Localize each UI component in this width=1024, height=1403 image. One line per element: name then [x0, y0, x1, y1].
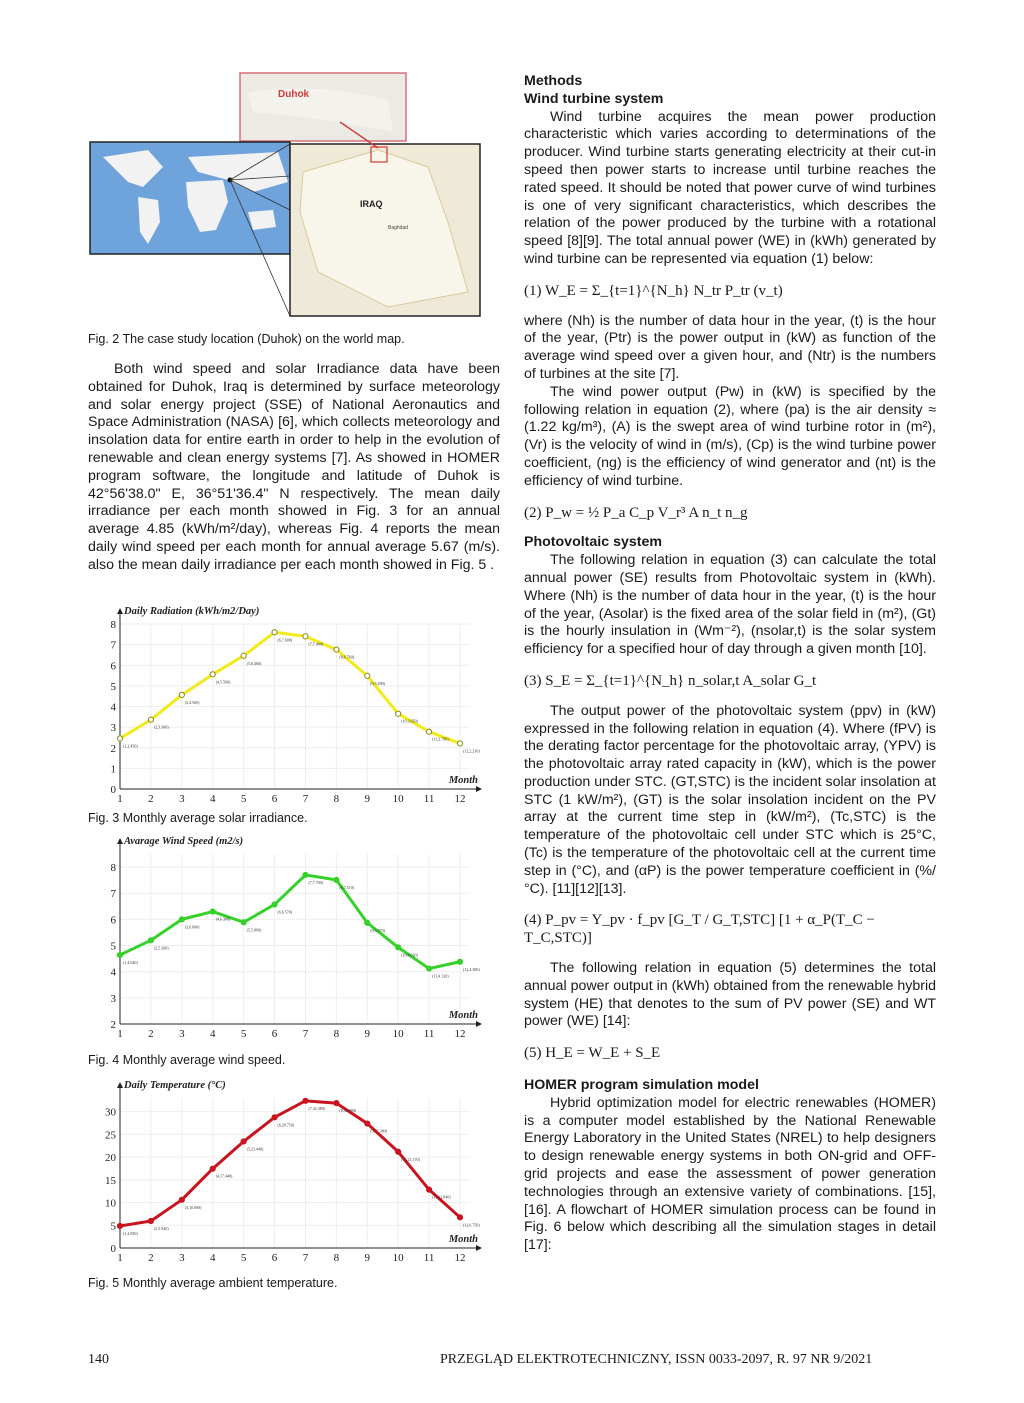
equation-2	[524, 505, 936, 523]
data-point	[117, 736, 122, 741]
data-point	[117, 1223, 122, 1228]
chart-solar-irradiance	[88, 602, 488, 807]
data-label: (1,4.850)	[123, 1230, 138, 1236]
x-tick-label: 9	[364, 793, 371, 805]
map-figure	[88, 72, 498, 317]
data-point	[241, 920, 246, 925]
data-point	[210, 909, 215, 914]
y-axis-arrow	[117, 838, 123, 844]
city-label: Baghdad	[388, 225, 409, 231]
wind-paragraph-3: The wind power output (Pw) in (kW) is specified by the following relation in equation (2), where (pa) is the air density ≈ (1.22 kg/m³), (A) is the swept area of wind turbine rotor in (m²), (Vr) is the velocity of wind in (m/s), (Cp) is the wind turbine power coefficient, (ng) is the efficiency of wind generator and (nt) is the efficiency of wind turbine.	[524, 383, 936, 489]
heading-homer: HOMER program simulation model	[524, 1077, 759, 1094]
data-point	[303, 872, 308, 877]
data-label: (2,3.360)	[153, 724, 169, 730]
data-point	[210, 1166, 215, 1171]
x-tick-label: 5	[240, 1252, 247, 1264]
equation-5-text: (5) H_E = W_E + S_E	[524, 1045, 661, 1062]
data-label: (6,28.750)	[277, 1122, 295, 1128]
data-point	[334, 1100, 339, 1105]
x-axis-label: Month	[448, 1010, 478, 1021]
x-tick-label: 8	[333, 793, 340, 805]
data-label: (10,3.650)	[401, 718, 418, 724]
fig3-caption: Fig. 3 Monthly average solar irradiance.	[88, 811, 308, 825]
data-label: (8,7.510)	[339, 884, 355, 890]
x-tick-label: 2	[148, 1252, 154, 1264]
equation-2-text: (2) P_w = ½ P_a C_p V_r³ A n_t n_g	[524, 504, 748, 521]
equation-5	[524, 1045, 936, 1063]
wind-paragraph-2: where (Nh) is the number of data hour in the year, (t) is the hour of the year, (Ptr) is the power output in (kW) as function of the average wind speed over a given hour, and (Ntr) is the numbers of turbines at the site [7].	[524, 312, 936, 382]
y-tick-label: 15	[105, 1174, 116, 1187]
y-tick-label: 5	[110, 1220, 116, 1233]
data-label: (6,7.600)	[277, 637, 293, 643]
y-tick-label: 4	[110, 966, 116, 979]
data-point	[272, 1115, 277, 1120]
data-label: (5,5.890)	[246, 927, 262, 933]
x-tick-label: 6	[271, 1028, 278, 1040]
data-point	[426, 729, 431, 734]
data-point	[179, 692, 184, 697]
inset-label: Duhok	[278, 89, 310, 100]
chart-wind-speed	[88, 832, 488, 1042]
data-point	[457, 741, 462, 746]
data-label: (5,23.440)	[246, 1146, 264, 1152]
equation-3-text: (3) S_E = Σ_{t=1}^{N_h} n_solar,t A_solar G_t	[524, 672, 817, 689]
data-point	[303, 1098, 308, 1103]
y-tick-label: 10	[105, 1197, 116, 1210]
y-tick-label: 3	[110, 992, 116, 1005]
x-tick-label: 1	[117, 1028, 123, 1040]
equation-1	[524, 283, 936, 301]
x-tick-label: 1	[117, 1252, 123, 1264]
data-label: (1,2.450)	[123, 743, 138, 749]
data-label: (7,32.380)	[308, 1105, 326, 1111]
data-point	[272, 902, 277, 907]
data-point	[210, 672, 215, 677]
fig5-caption: Fig. 5 Monthly average ambient temperature.	[88, 1276, 338, 1290]
data-point	[272, 630, 277, 635]
chart-title: Daily Temperature (°C)	[124, 1080, 226, 1091]
y-tick-label: 7	[110, 639, 116, 652]
y-tick-label: 6	[110, 914, 116, 927]
x-tick-label: 8	[333, 1028, 340, 1040]
y-tick-label: 20	[105, 1152, 116, 1165]
data-source-paragraph: Both wind speed and solar Irradiance data have been obtained for Duhok, Iraq is determined by surface meteorology and solar energy project (SSE) of National Aeronautics and Space Administration (NASA) [6], which collects meteorology and insolation data for entire earth in order to help in the evolution of renewable and clean energy systems [7]. As showed in HOMER program software, the longitude and latitude of Duhok is 42°56'38.0" E, 36°51'36.4" N respectively. The mean daily irradiance per each month showed in Fig. 3 for an annual average 4.85 (kWh/m²/day), whereas Fig. 4 reports the mean daily wind speed per each month for annual average 5.67 (m/s). also the mean daily irradiance per each month showed in Fig. 5 .	[88, 361, 500, 573]
x-tick-label: 12	[454, 1028, 466, 1040]
x-tick-label: 10	[392, 1028, 404, 1040]
data-point	[241, 653, 246, 658]
equation-1-text: (1) W_E = Σ_{t=1}^{N_h} N_tr P_tr (v_t)	[524, 282, 783, 299]
y-tick-label: 6	[110, 660, 116, 673]
data-point	[426, 1187, 431, 1192]
data-label: (11,2.780)	[432, 736, 449, 742]
data-label: (12,2.210)	[463, 748, 480, 754]
data-label: (6,6.570)	[277, 909, 293, 915]
x-tick-label: 7	[302, 793, 309, 805]
y-tick-label: 8	[110, 619, 116, 631]
data-point	[334, 647, 339, 652]
x-tick-label: 4	[209, 1252, 216, 1264]
x-tick-label: 6	[271, 1252, 278, 1264]
data-point	[117, 952, 122, 957]
data-label: (7,7.400)	[308, 641, 324, 647]
x-tick-label: 7	[302, 1028, 309, 1040]
data-label: (4,5.560)	[215, 679, 231, 685]
equation-4-text: (4) P_pv = Y_pv · f_pv [G_T / G_T,STC] [1 + α_P(T_C − T_C,STC)]	[524, 912, 875, 947]
chart-title: Daily Radiation (kWh/m2/Day)	[124, 606, 260, 617]
data-label: (4,6.300)	[215, 916, 231, 922]
x-axis-arrow	[476, 786, 482, 792]
y-axis-arrow	[117, 1082, 123, 1088]
y-tick-label: 3	[110, 722, 116, 735]
data-point	[365, 673, 370, 678]
fig2-map	[88, 72, 498, 317]
data-label: (9,27.380)	[370, 1128, 387, 1134]
data-label: (10,21.170)	[401, 1156, 420, 1162]
x-axis-label: Month	[448, 775, 478, 786]
y-tick-label: 8	[110, 862, 116, 875]
chart-temperature	[88, 1076, 488, 1266]
x-tick-label: 11	[423, 1252, 435, 1264]
data-point	[396, 711, 401, 716]
pv-paragraph-2: The output power of the photovoltaic system (ppv) in (kW) expressed in the following relation in equation (4). Where (fPV) is the derating factor percentage for the photovoltaic array, (YPV) is the photovoltaic array rated capacity in (kW), which is the power production under STC. (GT,STC) is the incident solar insolation at STC (1 kW/m²), (GT) is the solar insolation incident on the PV array at the current time step in (kW/m²), (Tc,STC) is the temperature of the photovoltaic cell under STC which is 25°C, (Tc) is the temperature of the photovoltaic cell at the current time step in (°C), and (αP) is the power temperature coefficient in (%/°C). [11][12][13].	[524, 702, 936, 897]
homer-paragraph: Hybrid optimization model for electric renewables (HOMER) is a computer model established by the National Renewable Energy Laboratory in the United States (NREL) to help designers to design renewable energy systems in both ON-grid and OFF-grid projects and ease the assessment of power generation technologies through an extensive variety of combinations. [15],[16]. A flowchart of HOMER simulation process can be found in Fig. 6 below which describing all the simulation stages in detail [17]:	[524, 1094, 936, 1254]
x-axis-arrow	[476, 1021, 482, 1027]
x-tick-label: 2	[148, 793, 154, 805]
data-point	[457, 1215, 462, 1220]
fig4-caption: Fig. 4 Monthly average wind speed.	[88, 1053, 286, 1067]
data-label: (9,5.870)	[370, 927, 385, 933]
x-tick-label: 5	[240, 793, 247, 805]
x-tick-label: 10	[392, 1252, 404, 1264]
journal-footer: PRZEGLĄD ELEKTROTECHNICZNY, ISSN 0033-2097, R. 97 NR 9/2021	[440, 1352, 873, 1367]
heading-photovoltaic: Photovoltaic system	[524, 534, 662, 551]
x-axis-arrow	[476, 1245, 482, 1251]
y-tick-label: 0	[110, 784, 116, 796]
data-point	[426, 966, 431, 971]
chart-title: Avarage Wind Speed (m2/s)	[124, 836, 244, 847]
data-point	[365, 920, 370, 925]
data-point	[179, 917, 184, 922]
pv-paragraph-3: The following relation in equation (5) determines the total annual power output in (kWh) obtained from the renewable hybrid system (HE) that denotes to the sum of PV power (SE) and WT power (WE) [14]:	[524, 960, 936, 1030]
data-label: (8,6.760)	[339, 654, 355, 660]
y-tick-label: 7	[110, 888, 116, 901]
data-label: (10,4.930)	[401, 952, 418, 958]
equation-4	[524, 912, 936, 948]
y-tick-label: 30	[105, 1106, 116, 1119]
data-label: (3,10.600)	[184, 1204, 202, 1210]
y-axis-arrow	[117, 608, 123, 614]
country-label: IRAQ	[360, 199, 383, 209]
data-point	[303, 634, 308, 639]
data-point	[396, 1149, 401, 1154]
y-tick-label: 5	[110, 680, 116, 693]
data-label: (1,4.640)	[123, 959, 138, 965]
page-number: 140	[88, 1352, 109, 1367]
x-tick-label: 2	[148, 1028, 154, 1040]
x-tick-label: 3	[179, 1252, 185, 1264]
x-tick-label: 9	[364, 1252, 371, 1264]
x-tick-label: 9	[364, 1028, 371, 1040]
data-point	[148, 938, 153, 943]
x-tick-label: 10	[392, 793, 404, 805]
series-line	[120, 1101, 460, 1226]
data-label: (11,12.840)	[432, 1194, 451, 1200]
data-point	[148, 1218, 153, 1223]
y-tick-label: 4	[110, 701, 116, 714]
pv-paragraph-1: The following relation in equation (3) can calculate the total annual power (SE) results from Photovoltaic system in (kWh). Where (Nh) is the number of data hour in the year, (t) is the hour of the year, (Asolar) is the fixed area of the solar field in (m²), (Gt) is the hourly insulation in (Wm⁻²), (nsolar,t) is the solar system efficiency for a specified hour of day through a given month [10].	[524, 552, 936, 658]
data-label: (9,5.490)	[370, 680, 385, 686]
data-label: (3,4.560)	[184, 699, 200, 705]
x-tick-label: 1	[117, 793, 123, 805]
y-tick-label: 5	[110, 940, 116, 953]
data-label: (2,5.200)	[153, 945, 169, 951]
data-label: (7,7.700)	[308, 879, 324, 885]
x-tick-label: 11	[423, 1028, 435, 1040]
data-label: (4,17.440)	[215, 1173, 233, 1179]
data-point	[148, 717, 153, 722]
data-label: (12,4.380)	[463, 966, 480, 972]
x-tick-label: 4	[209, 793, 216, 805]
y-tick-label: 25	[105, 1129, 116, 1142]
y-tick-label: 2	[110, 742, 116, 755]
equation-3	[524, 673, 936, 691]
x-tick-label: 7	[302, 1252, 309, 1264]
x-axis-label: Month	[448, 1234, 478, 1245]
data-point	[396, 945, 401, 950]
y-tick-label: 0	[110, 1243, 116, 1255]
y-tick-label: 1	[110, 763, 116, 776]
fig2-caption: Fig. 2 The case study location (Duhok) on the world map.	[88, 332, 405, 346]
x-tick-label: 8	[333, 1252, 340, 1264]
data-point	[179, 1197, 184, 1202]
data-point	[334, 877, 339, 882]
y-tick-label: 2	[110, 1019, 116, 1031]
wind-paragraph-1: Wind turbine acquires the mean power production characteristic which varies according to determinations of the producer. Wind turbine starts generating electricity at their cut-in speed then power starts to increase until turbine reaches the rated speed. It should be noted that power curve of wind turbines is one of very significant characteristics, which describes the relation of the power produced by the turbine with a rotational speed [8][9]. The total annual power (WE) in (kWh) generated by wind turbine can be represented via equation (1) below:	[524, 108, 936, 267]
heading-wind-turbine: Wind turbine system	[524, 90, 664, 107]
data-label: (11,4.120)	[432, 973, 449, 979]
data-label: (3,6.000)	[184, 924, 200, 930]
data-point	[365, 1121, 370, 1126]
x-tick-label: 3	[179, 1028, 185, 1040]
data-label: (8,31.880)	[339, 1108, 357, 1114]
data-point	[457, 959, 462, 964]
x-tick-label: 4	[209, 1028, 216, 1040]
data-label: (2,5.940)	[153, 1226, 169, 1231]
x-tick-label: 3	[179, 793, 185, 805]
data-label: (12,6.750)	[463, 1222, 480, 1228]
x-tick-label: 11	[423, 793, 435, 805]
x-tick-label: 5	[240, 1028, 247, 1040]
x-tick-label: 6	[271, 793, 278, 805]
heading-methods: Methods	[524, 73, 583, 89]
data-point	[241, 1139, 246, 1144]
continent-australia	[248, 210, 276, 230]
x-tick-label: 12	[454, 1252, 466, 1264]
x-tick-label: 12	[454, 793, 466, 805]
data-label: (5,6.460)	[246, 660, 262, 666]
